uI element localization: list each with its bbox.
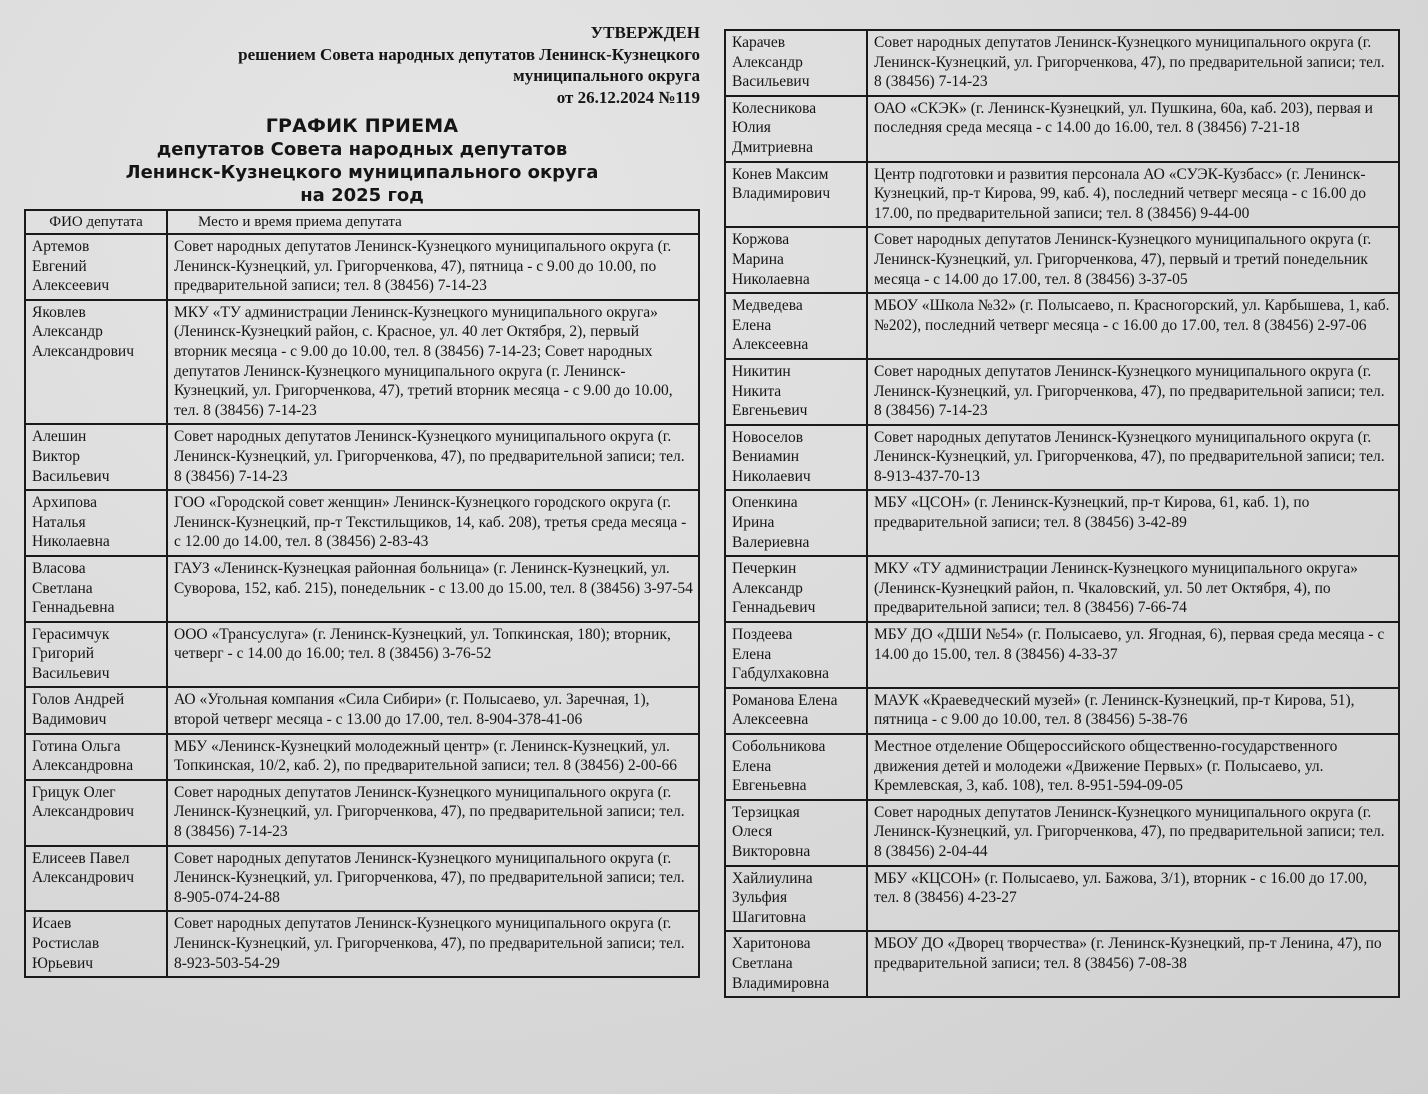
reception-place-time: Совет народных депутатов Ленинск-Кузнецкого муниципального округа (г. Ленинск-Кузнецкий, ул. Григорченкова, 47), пятница - с 9.00 до 10.00, по предварительной записи; тел. 8 (38456) 7-14-23 xyxy=(167,234,699,300)
title-sub-2: Ленинск-Кузнецкого муниципального округа xyxy=(125,162,599,183)
table-header-row xyxy=(25,210,699,234)
table-row xyxy=(725,490,1399,556)
reception-place-time: Совет народных депутатов Ленинск-Кузнецкого муниципального округа (г. Ленинск-Кузнецкий, ул. Григорченкова, 47), первый и третий понедельник месяца - с 14.00 до 17.00, тел. 8 (38456) 3-37-05 xyxy=(867,227,1399,293)
reception-place-time: Совет народных депутатов Ленинск-Кузнецкого муниципального округа (г. Ленинск-Кузнецкий, ул. Григорченкова, 47), по предварительной записи; тел. 8-913-437-70-13 xyxy=(867,425,1399,491)
deputy-name: Хайлиулина Зульфия Шагитовна xyxy=(725,866,867,932)
reception-place-time: Совет народных депутатов Ленинск-Кузнецкого муниципального округа (г. Ленинск-Кузнецкий, ул. Григорченкова, 47), по предварительной записи; тел. 8-923-503-54-29 xyxy=(167,911,699,977)
table-row xyxy=(25,780,699,846)
table-row xyxy=(25,490,699,556)
table-row xyxy=(725,162,1399,228)
table-row xyxy=(25,300,699,425)
reception-place-time: МБОУ «Школа №32» (г. Полысаево, п. Красногорский, ул. Карбышева, 1, каб. №202), последний четверг месяца - с 16.00 до 17.00, тел. 8 (38456) 2-97-06 xyxy=(867,293,1399,359)
reception-place-time: ГОО «Городской совет женщин» Ленинск-Кузнецкого городского округа (г. Ленинск-Кузнецкий, пр-т Текстильщиков, 14, каб. 208), третья среда месяца - с 12.00 до 14.00, тел. 8 (38456) 2-83-43 xyxy=(167,490,699,556)
deputy-name: Карачев Александр Васильевич xyxy=(725,30,867,96)
reception-place-time: Совет народных депутатов Ленинск-Кузнецкого муниципального округа (г. Ленинск-Кузнецкий, ул. Григорченкова, 47), по предварительной записи; тел. 8 (38456) 7-14-23 xyxy=(867,30,1399,96)
deputy-name: Архипова Наталья Николаевна xyxy=(25,490,167,556)
reception-place-time: МБУ «КЦСОН» (г. Полысаево, ул. Бажова, 3/1), вторник - с 16.00 до 17.00, тел. 8 (38456) 4-23-27 xyxy=(867,866,1399,932)
reception-place-time: МАУК «Краеведческий музей» (г. Ленинск-Кузнецкий, пр-т Кирова, 51), пятница - с 9.00 до 10.00, тел. 8 (38456) 5-38-76 xyxy=(867,688,1399,734)
approval-line-2: решением Совета народных депутатов Ленинск-Кузнецкого xyxy=(238,44,700,64)
deputy-name: Коржова Марина Николаевна xyxy=(725,227,867,293)
reception-place-time: АО «Угольная компания «Сила Сибири» (г. Полысаево, ул. Заречная, 1), второй четверг месяца - с 13.00 до 17.00, тел. 8-904-378-41-06 xyxy=(167,687,699,733)
reception-place-time: Совет народных депутатов Ленинск-Кузнецкого муниципального округа (г. Ленинск-Кузнецкий, ул. Григорченкова, 47), по предварительной записи; тел. 8 (38456) 7-14-23 xyxy=(167,780,699,846)
reception-place-time: Совет народных депутатов Ленинск-Кузнецкого муниципального округа (г. Ленинск-Кузнецкий, ул. Григорченкова, 47), по предварительной записи; тел. 8-905-074-24-88 xyxy=(167,846,699,912)
reception-place-time: МБУ «ЦСОН» (г. Ленинск-Кузнецкий, пр-т Кирова, 61, каб. 1), по предварительной записи; тел. 8 (38456) 3-42-89 xyxy=(867,490,1399,556)
deputy-name: Харитонова Светлана Владимировна xyxy=(725,931,867,997)
table-row xyxy=(725,866,1399,932)
table-row xyxy=(725,931,1399,997)
reception-place-time: МБУ ДО «ДШИ №54» (г. Полысаево, ул. Ягодная, 6), первая среда месяца - с 14.00 до 15.00, тел. 8 (38456) 4-33-37 xyxy=(867,622,1399,688)
header-place-time: Место и время приема депутата xyxy=(167,210,699,234)
deputy-name: Конев Максим Владимирович xyxy=(725,162,867,228)
title-main: ГРАФИК ПРИЕМА xyxy=(265,115,459,137)
table-row xyxy=(25,734,699,780)
deputy-name: Печеркин Александр Геннадьевич xyxy=(725,556,867,622)
deputy-name: Елисеев Павел Александрович xyxy=(25,846,167,912)
deputy-name: Поздеева Елена Габдулхаковна xyxy=(725,622,867,688)
reception-place-time: МКУ «ТУ администрации Ленинск-Кузнецкого муниципального округа» (Ленинск-Кузнецкий район, п. Чкаловский, ул. 50 лет Октября, 4), по предварительной записи; тел. 8 (38456) 7-66-74 xyxy=(867,556,1399,622)
table-row xyxy=(725,556,1399,622)
table-row xyxy=(725,30,1399,96)
table-row xyxy=(25,622,699,688)
deputy-name: Терзицкая Олеся Викторовна xyxy=(725,800,867,866)
document-title xyxy=(24,114,700,207)
deputy-name: Голов Андрей Вадимович xyxy=(25,687,167,733)
table-row xyxy=(725,425,1399,491)
approval-line-4: от 26.12.2024 №119 xyxy=(556,87,700,107)
reception-place-time: ГАУЗ «Ленинск-Кузнецкая районная больница» (г. Ленинск-Кузнецкий, ул. Суворова, 152, каб. 215), понедельник - с 13.00 до 15.00, тел. 8 (38456) 3-97-54 xyxy=(167,556,699,622)
deputy-name: Романова Елена Алексеевна xyxy=(725,688,867,734)
table-row xyxy=(725,800,1399,866)
deputy-name: Исаев Ростислав Юрьевич xyxy=(25,911,167,977)
reception-place-time: Совет народных депутатов Ленинск-Кузнецкого муниципального округа (г. Ленинск-Кузнецкий, ул. Григорченкова, 47), по предварительной записи; тел. 8 (38456) 7-14-23 xyxy=(167,424,699,490)
table-row xyxy=(25,556,699,622)
reception-place-time: Центр подготовки и развития персонала АО «СУЭК-Кузбасс» (г. Ленинск-Кузнецкий, пр-т Кирова, 99, каб. 4), последний четверг месяца - с 16.00 до 17.00, по предварительной записи; тел. 8 (38456) 9-44-00 xyxy=(867,162,1399,228)
header-name: ФИО депутата xyxy=(25,210,167,234)
table-row xyxy=(725,688,1399,734)
approval-line-1: УТВЕРЖДЕН xyxy=(590,23,700,42)
deputy-name: Герасимчук Григорий Васильевич xyxy=(25,622,167,688)
approval-line-3: муниципального округа xyxy=(513,66,700,85)
deputy-name: Новоселов Вениамин Николаевич xyxy=(725,425,867,491)
title-sub-1: депутатов Совета народных депутатов xyxy=(156,139,568,160)
deputy-name: Колесникова Юлия Дмитриевна xyxy=(725,96,867,162)
table-row xyxy=(25,424,699,490)
reception-place-time: Местное отделение Общероссийского общественно-государственного движения детей и молодежи «Движение Первых» (г. Полысаево, ул. Кремлевская, 3, каб. 108), тел. 8-951-594-09-05 xyxy=(867,734,1399,800)
deputy-name: Опенкина Ирина Валериевна xyxy=(725,490,867,556)
table-row xyxy=(725,96,1399,162)
reception-place-time: МКУ «ТУ администрации Ленинск-Кузнецкого муниципального округа» (Ленинск-Кузнецкий район, с. Красное, ул. 40 лет Октября, 2), первый вторник месяца - с 9.00 до 10.00, тел. 8 (38456) 7-14-23; Совет народных депутатов Ленинск-Кузнецкого муниципального округа (г. Ленинск-Кузнецкий, ул. Григорченкова, 47), третий вторник месяца - с 9.00 до 10.00, тел. 8 (38456) 7-14-23 xyxy=(167,300,699,425)
deputy-name: Грицук Олег Александрович xyxy=(25,780,167,846)
reception-place-time: Совет народных депутатов Ленинск-Кузнецкого муниципального округа (г. Ленинск-Кузнецкий, ул. Григорченкова, 47), по предварительной записи; тел. 8 (38456) 7-14-23 xyxy=(867,359,1399,425)
table-row xyxy=(725,359,1399,425)
deputy-name: Собольникова Елена Евгеньевна xyxy=(725,734,867,800)
deputy-name: Власова Светлана Геннадьевна xyxy=(25,556,167,622)
reception-place-time: МБУ «Ленинск-Кузнецкий молодежный центр» (г. Ленинск-Кузнецкий, ул. Топкинская, 10/2, каб. 2), по предварительной записи; тел. 8 (38456) 2-00-66 xyxy=(167,734,699,780)
left-column xyxy=(24,22,700,978)
schedule-table-right xyxy=(724,29,1400,998)
right-column xyxy=(724,27,1400,998)
reception-place-time: ООО «Трансуслуга» (г. Ленинск-Кузнецкий, ул. Топкинская, 180); вторник, четверг - с 14.00 до 16.00; тел. 8 (38456) 3-76-52 xyxy=(167,622,699,688)
reception-place-time: ОАО «СКЭК» (г. Ленинск-Кузнецкий, ул. Пушкина, 60а, каб. 203), первая и последняя среда месяца - с 14.00 до 16.00, тел. 8 (38456) 7-21-18 xyxy=(867,96,1399,162)
deputy-name: Готина Ольга Александровна xyxy=(25,734,167,780)
deputy-name: Артемов Евгений Алексеевич xyxy=(25,234,167,300)
deputy-name: Яковлев Александр Александрович xyxy=(25,300,167,425)
table-row xyxy=(725,227,1399,293)
deputy-name: Алешин Виктор Васильевич xyxy=(25,424,167,490)
deputy-name: Медведева Елена Алексеевна xyxy=(725,293,867,359)
title-sub-3: на 2025 год xyxy=(300,185,424,206)
reception-place-time: Совет народных депутатов Ленинск-Кузнецкого муниципального округа (г. Ленинск-Кузнецкий, ул. Григорченкова, 47), по предварительной записи; тел. 8 (38456) 2-04-44 xyxy=(867,800,1399,866)
deputy-name: Никитин Никита Евгеньевич xyxy=(725,359,867,425)
table-row xyxy=(25,687,699,733)
schedule-table-left xyxy=(24,209,700,978)
approval-stamp xyxy=(24,22,700,108)
table-row xyxy=(25,846,699,912)
reception-place-time: МБОУ ДО «Дворец творчества» (г. Ленинск-Кузнецкий, пр-т Ленина, 47), по предварительной записи; тел. 8 (38456) 7-08-38 xyxy=(867,931,1399,997)
table-row xyxy=(725,293,1399,359)
table-row xyxy=(725,622,1399,688)
table-row xyxy=(25,234,699,300)
table-row xyxy=(25,911,699,977)
table-row xyxy=(725,734,1399,800)
